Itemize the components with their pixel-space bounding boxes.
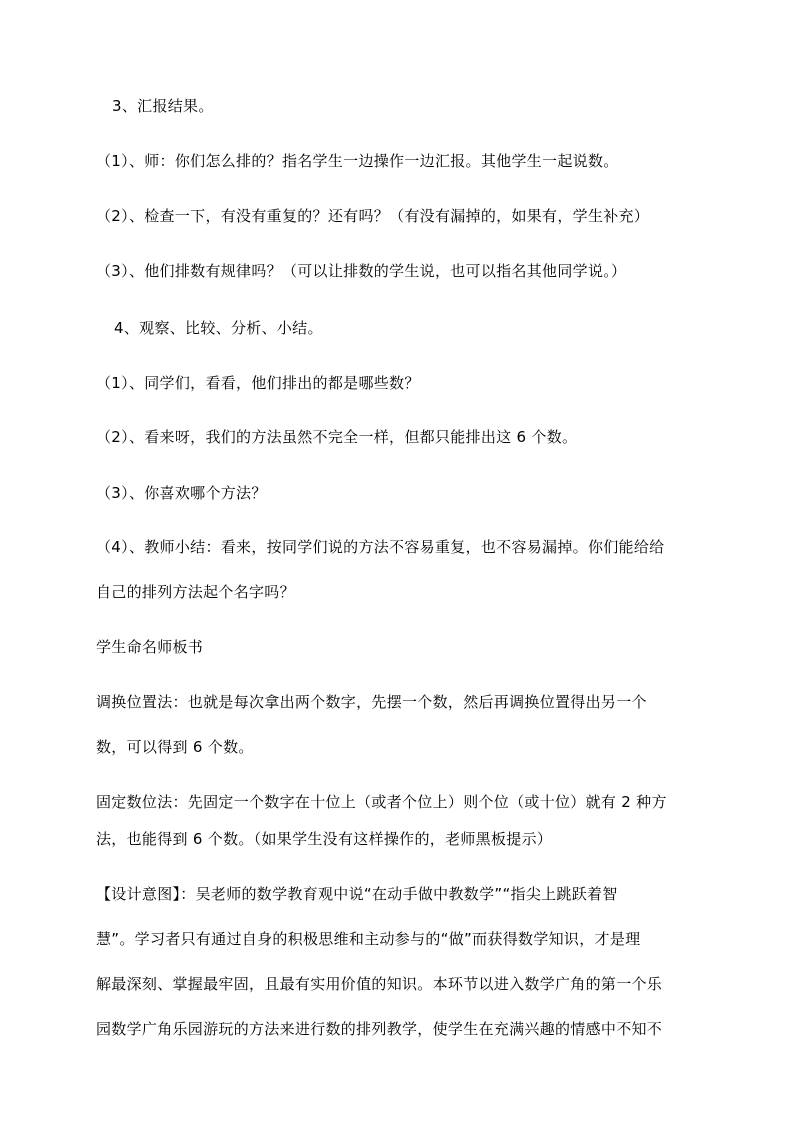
text-line-19: 园数学广角乐园游玩的方法来进行数的排列教学，使学生在充满兴趣的情感中不知不: [96, 1020, 663, 1038]
text-line-2: （1）、师：你们怎么排的？指名学生一边操作一边汇报。其他学生一起说数。: [96, 152, 619, 170]
text-line-6: （1）、同学们，看看，他们排出的都是哪些数？: [96, 374, 420, 392]
text-line-13: 数，可以得到 6 个数。: [96, 738, 254, 756]
text-line-3: （2）、检查一下，有没有重复的？还有吗？（有没有漏掉的，如果有，学生补充）: [96, 207, 650, 225]
text-line-7: （2）、看来呀，我们的方法虽然不完全一样，但都只能排出这 6 个数。: [96, 428, 578, 446]
text-line-1: 3、汇报结果。: [112, 97, 214, 115]
text-line-18: 解最深刻、掌握最牢固，且最有实用价值的知识。本环节以进入数学广角的第一个乐: [96, 975, 663, 993]
text-line-12: 调换位置法：也就是每次拿出两个数字，先摆一个数，然后再调换位置得出另一个: [96, 693, 647, 711]
text-line-16: 【设计意图】：吴老师的数学教育观中说“在动手做中教数学”“指尖上跳跃着智: [96, 885, 618, 903]
text-line-9: （4）、教师小结：看来，按同学们说的方法不容易重复，也不容易漏掉。你们能给给: [96, 538, 665, 556]
text-line-8: （3）、你喜欢哪个方法？: [96, 484, 267, 502]
text-line-10: 自己的排列方法起个名字吗？: [96, 583, 295, 601]
text-line-5: 4、观察、比较、分析、小结。: [114, 319, 323, 337]
text-line-14: 固定数位法：先固定一个数字在十位上（或者个位上）则个位（或十位）就有 2 种方: [96, 793, 667, 811]
text-line-15: 法，也能得到 6 个数。（如果学生没有这样操作的，老师黑板提示）: [96, 830, 553, 848]
text-line-4: （3）、他们排数有规律吗？（可以让排数的学生说，也可以指名其他同学说。）: [96, 262, 627, 280]
text-line-11: 学生命名师板书: [96, 638, 204, 656]
text-line-17: 慧”。学习者只有通过自身的积极思维和主动参与的“做”而获得数学知识，才是理: [96, 930, 641, 948]
